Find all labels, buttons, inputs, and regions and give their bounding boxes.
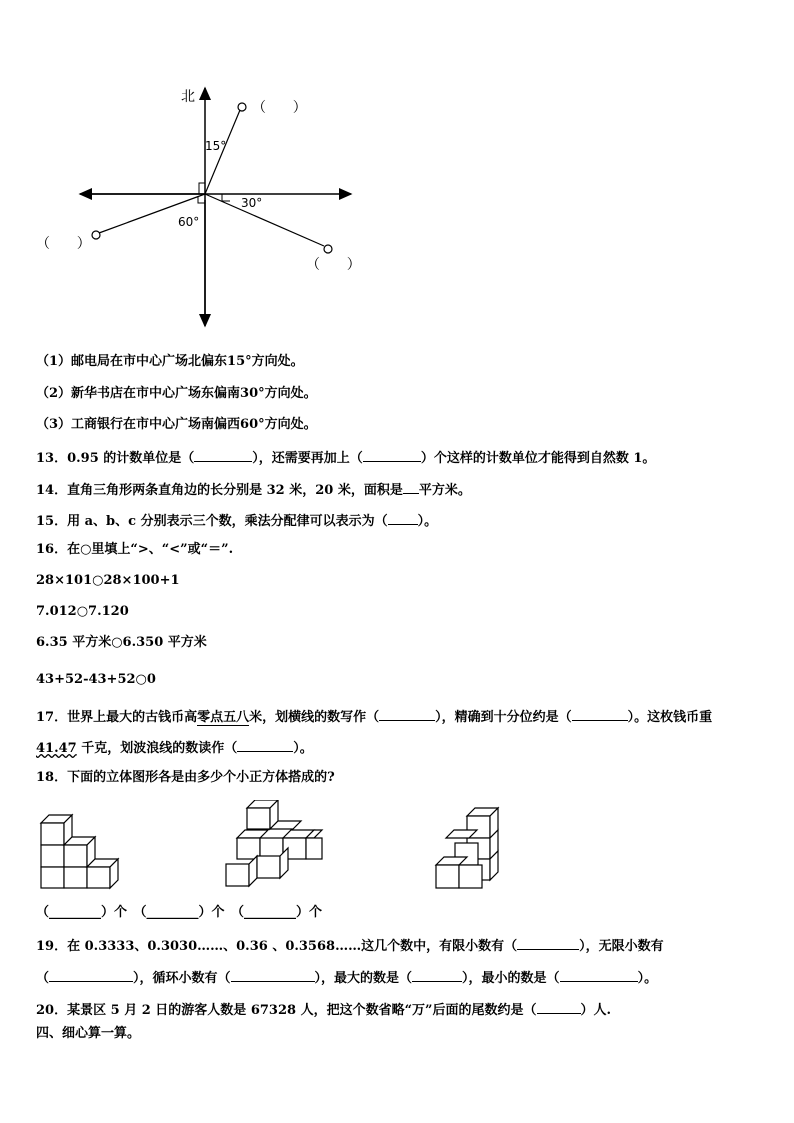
q14-blank[interactable] bbox=[403, 479, 419, 494]
question-18 bbox=[36, 769, 335, 787]
angle-label-30: 30° bbox=[241, 196, 263, 210]
angle-label-60: 60° bbox=[178, 215, 200, 229]
blank-paren-bookstore[interactable]: （ ） bbox=[306, 257, 361, 273]
q17-text-f: ）。 bbox=[293, 741, 313, 756]
cube-figures bbox=[0, 800, 794, 900]
q17-wavy-number: 41.47 bbox=[36, 741, 77, 756]
q17-number: 17． bbox=[36, 710, 68, 725]
cube-figure-2 bbox=[226, 800, 322, 886]
q17-text-b: 米，划横线的数写作（ bbox=[249, 710, 380, 725]
q18-text: 下面的立体图形各是由多少个小正方体搭成的? bbox=[67, 770, 335, 785]
q14-tail: 平方米。 bbox=[418, 483, 471, 498]
question-17 bbox=[36, 706, 712, 727]
q16-expr-2: 7.012○7.120 bbox=[36, 604, 129, 619]
q18-number: 18． bbox=[36, 770, 68, 785]
q19-blank-1[interactable] bbox=[517, 935, 579, 950]
angle-mark-60 bbox=[198, 196, 205, 203]
q19-blank-2[interactable] bbox=[49, 967, 133, 982]
q14-number: 14． bbox=[36, 483, 68, 498]
q19-number: 19． bbox=[36, 939, 68, 954]
q19-blank-4[interactable] bbox=[412, 967, 462, 982]
q13-text-b: ），还需要再加上（ bbox=[252, 451, 363, 466]
point-post-office bbox=[238, 103, 246, 111]
question-19 bbox=[36, 935, 664, 956]
q16-expr-4: 43+52-43+52○0 bbox=[36, 672, 156, 687]
question-17-line-2 bbox=[36, 737, 313, 758]
cube-figure-3 bbox=[436, 808, 498, 888]
q16-text: 在○里填上“>、“<”或“＝”. bbox=[67, 542, 234, 557]
section-4-heading: 四、细心算一算。 bbox=[36, 1026, 141, 1041]
q19-text-f: ），最小的数是（ bbox=[462, 971, 560, 986]
q19-text-g: ）。 bbox=[637, 971, 658, 986]
question-19-line-2 bbox=[36, 967, 657, 988]
q20-tail: ）人. bbox=[580, 1003, 612, 1018]
question-13 bbox=[36, 447, 655, 468]
q17-blank-1[interactable] bbox=[379, 706, 435, 721]
question-20 bbox=[36, 999, 611, 1020]
q14-text: 直角三角形两条直角边的长分别是 32 米，20 米，面积是 bbox=[67, 483, 403, 498]
q17-text-a: 世界上最大的古钱币高 bbox=[67, 710, 198, 725]
question-16 bbox=[36, 541, 233, 559]
q19-blank-3[interactable] bbox=[231, 967, 315, 982]
q20-text: 某景区 5 月 2 日的游客人数是 67328 人，把这个数省略“万”后面的尾数约是（ bbox=[67, 1003, 537, 1018]
q15-number: 15． bbox=[36, 514, 68, 529]
north-label: 北 bbox=[181, 89, 195, 105]
q19-text-b: ），无限小数有 bbox=[579, 939, 664, 954]
point-bookstore bbox=[324, 245, 332, 253]
angle-mark-15 bbox=[199, 183, 205, 194]
q19-text-c: （ bbox=[36, 971, 50, 986]
q16-expr-3: 6.35 平方米○6.350 平方米 bbox=[36, 635, 207, 650]
q17-text-d: ）。这枚钱币重 bbox=[627, 710, 713, 725]
q12-item-3: （3）工商银行在市中心广场南偏西60°方向处。 bbox=[36, 417, 317, 432]
q17-underlined-number: 零点五八 bbox=[197, 710, 250, 725]
q12-item-2: （2）新华书店在市中心广场东偏南30°方向处。 bbox=[36, 386, 317, 401]
q17-text-e: 千克，划波浪线的数读作（ bbox=[76, 741, 238, 756]
compass-diagram bbox=[0, 0, 794, 340]
q13-text-c: ）个这样的计数单位才能得到自然数 1。 bbox=[420, 451, 656, 466]
q13-blank-1[interactable] bbox=[194, 447, 252, 462]
q12-item-1: （1）邮电局在市中心广场北偏东15°方向处。 bbox=[36, 354, 304, 369]
q19-text-e: ），最大的数是（ bbox=[314, 971, 413, 986]
cube-figure-1 bbox=[41, 815, 118, 888]
q15-blank[interactable] bbox=[388, 510, 418, 525]
ray-bookstore bbox=[205, 194, 324, 246]
q20-number: 20． bbox=[36, 1003, 68, 1018]
angle-label-15: 15° bbox=[205, 139, 227, 153]
q16-expr-1: 28×101○28×100+1 bbox=[36, 573, 180, 588]
q19-blank-5[interactable] bbox=[560, 967, 638, 982]
q17-text-c: ），精确到十分位约是（ bbox=[435, 710, 572, 725]
blank-paren-post-office[interactable]: （ ） bbox=[252, 100, 307, 116]
q18-answers[interactable]: （________）个 （________）个 （________）个 bbox=[36, 905, 323, 920]
q13-text-a: 0.95 的计数单位是（ bbox=[67, 451, 195, 466]
q13-blank-2[interactable] bbox=[363, 447, 421, 462]
q16-number: 16． bbox=[36, 542, 68, 557]
q17-blank-2[interactable] bbox=[572, 706, 628, 721]
question-14 bbox=[36, 479, 471, 500]
q17-blank-3[interactable] bbox=[237, 737, 293, 752]
point-bank bbox=[92, 231, 100, 239]
q15-text: 用 a、b、c 分别表示三个数，乘法分配律可以表示为（ bbox=[67, 514, 388, 529]
angle-mark-30 bbox=[222, 194, 230, 201]
question-15 bbox=[36, 510, 437, 531]
q19-text-d: ），循环小数有（ bbox=[133, 971, 231, 986]
q13-number: 13． bbox=[36, 451, 68, 466]
q15-tail: ）。 bbox=[417, 514, 438, 529]
q20-blank[interactable] bbox=[537, 999, 581, 1014]
q19-text-a: 在 0.3333、0.3030……、0.36 、0.3568……这几个数中，有限小数有（ bbox=[67, 939, 518, 954]
blank-paren-bank[interactable]: （ ） bbox=[36, 236, 91, 252]
